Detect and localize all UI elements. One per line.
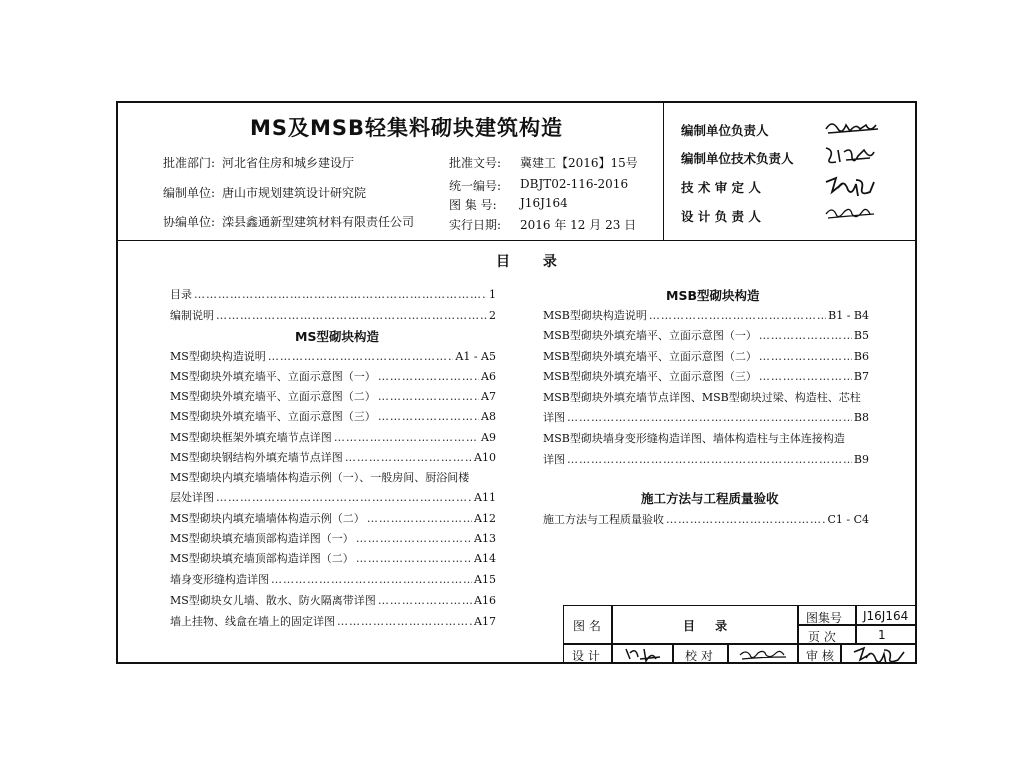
toc-item-page: A16 [474,594,496,607]
approving-dept: 河北省住房和城乡建设厅 [222,156,355,170]
toc-item-page: A7 [481,390,496,403]
toc-item-page: A14 [474,552,496,565]
compiling-unit: 唐山市规划建筑设计研究院 [222,186,367,200]
toc-item [170,307,496,322]
title-block-vline [840,643,842,664]
toc-item-label: MS型砌块构造说明 [170,350,266,363]
approving-dept-label: 批准部门: [163,156,216,170]
toc-item-label: 详图 [543,411,565,424]
toc-item-page: B1 - B4 [828,309,869,322]
toc-item [170,550,496,565]
toc-item-page: A9 [481,431,496,444]
toc-item-label: MS型砌块外填充墙平、立面示意图（三） [170,410,376,423]
unified-no-label: 统一编号: [449,179,502,193]
toc-item-page: A11 [474,491,496,504]
toc-item [170,286,496,301]
toc-item-label: MS型砌块框架外填充墙节点详图 [170,431,332,444]
toc-item-page: B9 [853,453,869,466]
compiling-unit-label: 编制单位: [163,186,216,200]
toc-item-page: A13 [474,532,496,545]
toc-item-label: 目录 [170,288,192,301]
toc-item-label: 墙上挂物、线盒在墙上的固定详图 [170,615,335,628]
role-tech-head: 编制单位技术负责人 [681,151,794,166]
signature-check [736,647,792,663]
toc-item [170,429,496,444]
approval-doc-label: 批准文号: [449,156,502,170]
toc-item [170,449,496,464]
drawing-name-label: 图 名 [573,619,601,633]
page-number: 1 [878,628,886,642]
toc-item-label: MS型砌块外填充墙平、立面示意图（一） [170,370,376,383]
unified-no: DBJT02-116-2016 [520,177,629,191]
toc-item-label: MS型砌块填充墙顶部构造详图（一） [170,532,354,545]
toc-item-label-line1: MS型砌块内填充墙墙体构造示例（一）、一般房间、厨浴间楼 [170,471,470,484]
construction-section-heading: 施工方法与工程质量验收 [641,491,779,506]
co-compiling-unit-label: 协编单位: [163,215,216,229]
toc-item-label: MS型砌块内填充墙墙体构造示例（二） [170,512,365,525]
review-label: 审 核 [806,649,834,663]
toc-item-label: 详图 [543,453,565,466]
toc-item [170,613,496,628]
title-block-vline [727,643,729,664]
toc-item-page: 2 [489,309,496,322]
role-unit-head: 编制单位负责人 [681,123,769,138]
toc-item [543,327,869,342]
page-label: 页 次 [808,630,836,644]
toc-item [543,511,869,526]
toc-item [170,489,496,504]
toc-item-label: MSB型砌块外填充墙平、立面示意图（三） [543,370,757,383]
signature-tech-head [822,142,880,168]
toc-item [170,408,496,423]
effective-date: 2016 年 12 月 23 日 [520,218,637,232]
atlas-no-label-block: 图集号 [806,611,843,625]
atlas-no-label: 图 集 号: [449,198,497,212]
toc-item [543,348,869,363]
toc-item-label-line1: MSB型砌块墙身变形缝构造详图、墙体构造柱与主体连接构造 [543,432,845,445]
toc-item-label: 层处详图 [170,491,214,504]
signature-review [850,644,912,664]
toc-item-page: C1 - C4 [827,513,869,526]
title-block-vline [672,643,674,664]
toc-item-label: MS型砌块外填充墙平、立面示意图（二） [170,390,376,403]
toc-item-label: 墙身变形缝构造详图 [170,573,269,586]
toc-item [170,348,496,363]
msb-section-heading: MSB型砌块构造 [666,288,760,303]
effective-date-label: 实行日期: [449,218,502,232]
role-tech-reviewer: 技 术 审 定 人 [681,180,761,195]
atlas-no: J16J164 [520,196,568,210]
toc-item-page: A17 [474,615,496,628]
toc-item-page: A6 [481,370,496,383]
toc-item-label: MS型砌块钢结构外填充墙节点详图 [170,451,343,464]
toc-item-page: B8 [853,411,869,424]
toc-item [543,409,869,424]
toc-item-label: MS型砌块填充墙顶部构造详图（二） [170,552,354,565]
signature-design-head [822,204,880,222]
atlas-no-block: J16J164 [863,609,909,623]
signature-design [622,645,664,663]
toc-item [543,368,869,383]
toc-item-label-line1: MSB型砌块外填充墙节点详图、MSB型砌块过梁、构造柱、芯柱 [543,391,861,404]
toc-item [170,592,496,607]
header-divider [116,240,917,241]
design-label: 设 计 [572,649,600,663]
toc-item-page: A10 [474,451,496,464]
approval-doc: 冀建工【2016】15号 [520,156,638,170]
toc-item-label: MSB型砌块外填充墙平、立面示意图（二） [543,350,757,363]
co-compiling-unit: 滦县鑫通新型建筑材料有限责任公司 [222,215,415,229]
toc-item [170,571,496,586]
title-block-vline [611,605,613,664]
atlas-title: MS及MSB轻集料砌块建筑构造 [250,116,564,140]
toc-item-label: MSB型砌块外填充墙平、立面示意图（一） [543,329,757,342]
ms-section-heading: MS型砌块构造 [295,329,379,344]
title-block-vline [797,605,799,664]
toc-item [170,510,496,525]
check-label: 校 对 [685,649,713,663]
toc-item-page: 1 [489,288,496,301]
role-design-head: 设 计 负 责 人 [681,209,761,224]
signature-tech-reviewer [822,172,880,200]
toc-item-page: A15 [474,573,496,586]
toc-item [170,388,496,403]
toc-item-page: B5 [853,329,869,342]
header-vertical-divider [663,101,664,241]
drawing-name: 目 录 [683,619,736,633]
toc-item-page: A8 [481,410,496,423]
toc-item-page: B6 [853,350,869,363]
toc-item-page: A12 [474,512,496,525]
toc-item-label: MSB型砌块构造说明 [543,309,647,322]
toc-item-page: A1 - A5 [455,350,496,363]
toc-title: 目 录 [496,254,571,270]
toc-item [170,368,496,383]
toc-item [543,451,869,466]
toc-item-label: 施工方法与工程质量验收 [543,513,664,526]
toc-item-label: 编制说明 [170,309,214,322]
toc-item-label: MS型砌块女儿墙、散水、防火隔离带详图 [170,594,376,607]
signature-unit-head [822,115,884,139]
toc-item [543,307,869,322]
toc-item-page: B7 [853,370,869,383]
toc-item [170,530,496,545]
